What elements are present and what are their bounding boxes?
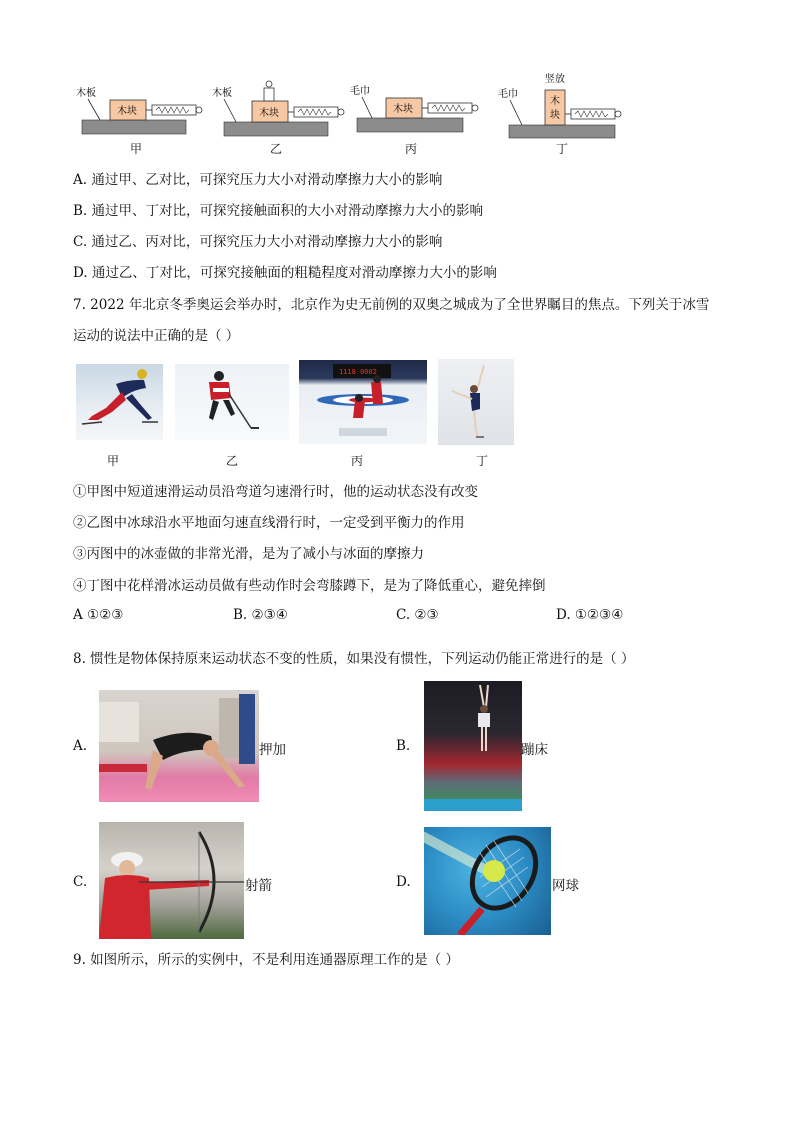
q7-caption-ding: 丁 — [476, 454, 489, 468]
block-label: 木块 — [117, 106, 137, 117]
q6-option-a: A. 通过甲、乙对比，可探究压力大小对滑动摩擦力大小的影响 — [73, 172, 443, 188]
q7-choice-d: D. ①②③④ — [556, 607, 624, 623]
q8-stem: 8. 惯性是物体保持原来运动状态不变的性质，如果没有惯性，下列运动仍能正常进行的是（ ） — [73, 651, 635, 667]
q7-caption-yi: 乙 — [226, 454, 239, 468]
q7-choice-a: A ①②③ — [73, 607, 124, 623]
block-label: 木块 — [393, 104, 413, 115]
caption-yi: 乙 — [270, 142, 283, 156]
block-label: 木块 — [259, 108, 279, 119]
towel-board — [509, 125, 615, 138]
q6-option-b: B. 通过甲、丁对比，可探究接触面积的大小对滑动摩擦力大小的影响 — [73, 203, 484, 219]
block-label-bottom: 块 — [550, 110, 560, 121]
q6-option-d: D. 通过乙、丁对比，可探究接触面的粗糙程度对滑动摩擦力大小的影响 — [73, 265, 497, 281]
q9-stem: 9. 如图所示，所示的实例中，不是利用连通器原理工作的是（ ） — [73, 952, 459, 968]
towel-board — [357, 118, 463, 132]
q7-statement-3: ③丙图中的冰壶做的非常光滑，是为了减小与冰面的摩擦力 — [73, 546, 424, 562]
q7-caption-bing: 丙 — [351, 454, 364, 468]
upright-label: 竖放 — [545, 74, 565, 85]
q8-option-c-label: 射箭 — [245, 878, 272, 894]
caption-bing: 丙 — [405, 142, 418, 156]
trampoline-photo — [424, 681, 522, 811]
q7-statement-1: ①甲图中短道速滑运动员沿弯道匀速滑行时，他的运动状态没有改变 — [73, 484, 478, 500]
diagram-yi — [212, 81, 344, 136]
friction-diagram-svg — [70, 70, 630, 155]
diagram-jia — [76, 86, 202, 134]
q8-option-b-label: 蹦床 — [521, 742, 548, 758]
q8-option-c-letter: C. — [73, 874, 88, 890]
tennis-photo — [424, 827, 551, 935]
diagram-bing — [350, 84, 478, 132]
q7-stem-line1: 7. 2022 年北京冬季奥运会举办时，北京作为史无前例的双奥之城成为了全世界瞩目的焦点。下列关于冰雪 — [73, 297, 710, 313]
tug-of-war-photo — [99, 690, 259, 802]
q7-statement-4: ④丁图中花样滑冰运动员做有些动作时会弯膝蹲下，是为了降低重心，避免摔倒 — [73, 578, 546, 594]
q8-option-a-label: 押加 — [259, 742, 286, 758]
caption-jia: 甲 — [130, 142, 143, 156]
wooden-board — [82, 120, 186, 134]
q7-stem-line2: 运动的说法中正确的是（ ） — [73, 328, 240, 344]
speed-skating-photo — [76, 364, 163, 440]
scoreboard-text: 1118 0002 — [339, 368, 377, 376]
archery-photo — [99, 822, 244, 939]
towel-label: 毛巾 — [350, 86, 370, 97]
board-label: 木板 — [212, 88, 232, 99]
ice-hockey-photo — [175, 364, 289, 440]
weight — [264, 88, 274, 101]
q8-option-a-letter: A. — [73, 738, 88, 754]
q8-option-b-letter: B. — [396, 738, 411, 754]
board-label: 木板 — [76, 88, 96, 99]
q7-caption-jia: 甲 — [107, 454, 120, 468]
q7-choice-c: C. ②③ — [396, 607, 439, 623]
towel-label: 毛巾 — [498, 89, 518, 100]
q8-option-d-letter: D. — [396, 874, 411, 890]
curling-photo — [299, 360, 427, 444]
q7-statement-2: ②乙图中冰球沿水平地面匀速直线滑行时，一定受到平衡力的作用 — [73, 515, 465, 531]
wooden-board — [224, 122, 328, 136]
block-label-top: 木 — [550, 96, 560, 107]
caption-ding: 丁 — [556, 142, 569, 156]
q8-option-d-label: 网球 — [552, 878, 579, 894]
diagram-ding — [498, 72, 621, 138]
q6-option-c: C. 通过乙、丙对比，可探究压力大小对滑动摩擦力大小的影响 — [73, 234, 443, 250]
figure-skating-photo — [438, 359, 514, 445]
q7-choice-b: B. ②③④ — [233, 607, 288, 623]
